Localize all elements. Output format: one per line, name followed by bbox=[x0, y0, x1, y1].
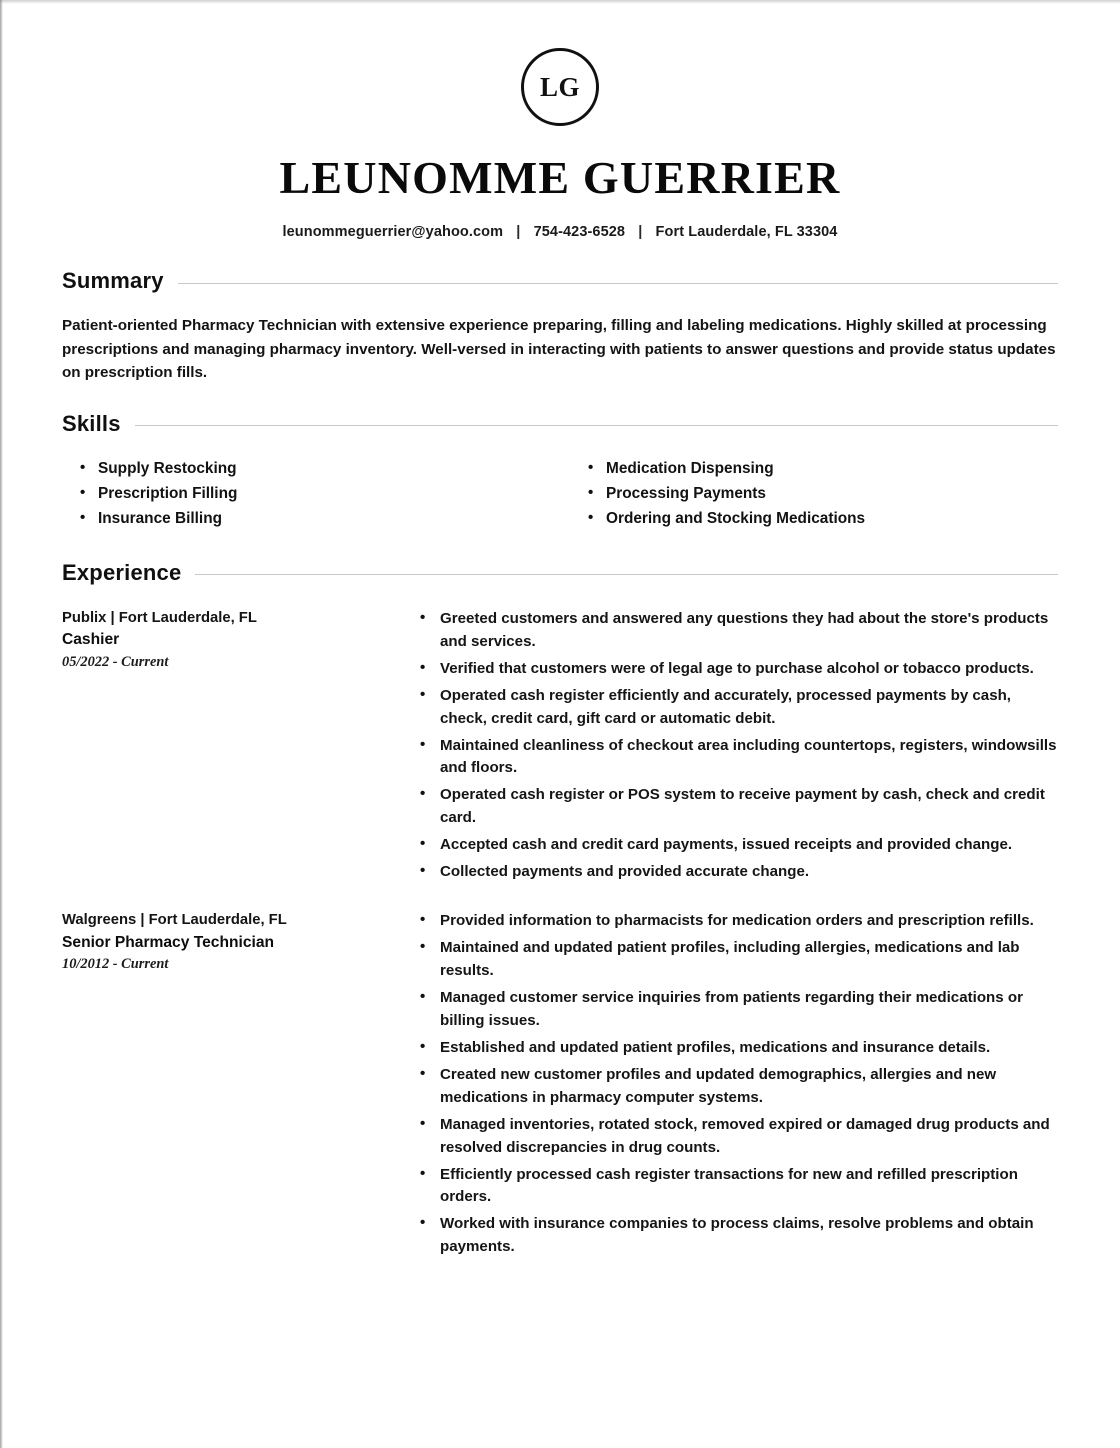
summary-paragraph: Patient-oriented Pharmacy Technician with extensive experience preparing, filling and labeling medications. Highly skilled at processing prescriptions and managing pharmacy inventory. Well-versed in interacting with patients to answer questions and provide status updates on prescription fills. bbox=[62, 317, 1056, 382]
list-item: • Established and updated patient profiles, medications and insurance details. bbox=[420, 1037, 1058, 1060]
summary-section-head bbox=[62, 268, 1058, 294]
skills-heading: Skills bbox=[62, 410, 121, 436]
summary-heading: Summary bbox=[62, 268, 164, 294]
page-title: LEUNOMME GUERRIER bbox=[279, 152, 841, 203]
list-item: • Greeted customers and answered any questions they had about the store's products and services. bbox=[420, 608, 1058, 654]
contact-email: leunommeguerrier@yahoo.com bbox=[282, 224, 504, 241]
list-item: • Insurance Billing bbox=[80, 507, 570, 532]
experience-entry bbox=[62, 608, 1058, 888]
list-item: • Prescription Filling bbox=[80, 482, 570, 507]
contact-location: Fort Lauderdale, FL 33304 bbox=[655, 224, 838, 241]
experience-section bbox=[62, 560, 1058, 1263]
job-position: Cashier bbox=[62, 631, 120, 649]
job-dates: 10/2012 - Current bbox=[62, 956, 169, 973]
skills-column-left bbox=[62, 457, 570, 532]
monogram-initials: LG bbox=[521, 48, 599, 126]
job-bullet-list bbox=[420, 910, 1058, 1263]
experience-section-head bbox=[62, 560, 1058, 586]
list-item: • Maintained cleanliness of checkout area including countertops, registers, windowsills and floors. bbox=[420, 735, 1058, 781]
experience-heading: Experience bbox=[62, 559, 182, 585]
job-position: Senior Pharmacy Technician bbox=[62, 933, 275, 951]
job-company: Walgreens | Fort Lauderdale, FL bbox=[62, 912, 287, 929]
job-company: Publix | Fort Lauderdale, FL bbox=[62, 609, 257, 626]
list-item: • Efficiently processed cash register transactions for new and refilled prescription orders. bbox=[420, 1164, 1058, 1210]
list-item: • Verified that customers were of legal age to purchase alcohol or tobacco products. bbox=[420, 658, 1058, 681]
skills-divider bbox=[135, 425, 1058, 426]
skills-section-head bbox=[62, 411, 1058, 437]
list-item: • Operated cash register or POS system to receive payment by cash, check and credit card. bbox=[420, 784, 1058, 830]
list-item: • Operated cash register efficiently and accurately, processed payments by cash, check, credit card, gift card or automatic debit. bbox=[420, 685, 1058, 731]
resume-header bbox=[0, 0, 1120, 240]
contact-separator-1: | bbox=[516, 224, 521, 241]
list-item: • Worked with insurance companies to process claims, resolve problems and obtain payments. bbox=[420, 1213, 1058, 1259]
skills-column-right bbox=[570, 457, 1058, 532]
contact-line bbox=[0, 224, 1120, 240]
experience-entry-meta bbox=[62, 608, 420, 888]
list-item: • Processing Payments bbox=[588, 482, 1058, 507]
list-item: • Maintained and updated patient profiles, including allergies, medications and lab results. bbox=[420, 937, 1058, 983]
job-bullet-list bbox=[420, 608, 1058, 888]
list-item: • Provided information to pharmacists for medication orders and prescription refills. bbox=[420, 910, 1058, 933]
skills-section bbox=[62, 411, 1058, 532]
experience-divider bbox=[195, 574, 1058, 575]
experience-entry bbox=[62, 910, 1058, 1263]
list-item: • Managed customer service inquiries from patients regarding their medications or billing issues. bbox=[420, 987, 1058, 1033]
contact-separator-2: | bbox=[638, 224, 643, 241]
experience-entry-meta bbox=[62, 910, 420, 1263]
list-item: • Collected payments and provided accurate change. bbox=[420, 861, 1058, 884]
summary-section bbox=[62, 268, 1058, 385]
list-item: • Supply Restocking bbox=[80, 457, 570, 482]
list-item: • Created new customer profiles and updated demographics, allergies and new medications in pharmacy computer systems. bbox=[420, 1064, 1058, 1110]
summary-divider bbox=[178, 283, 1058, 284]
list-item: • Medication Dispensing bbox=[588, 457, 1058, 482]
contact-phone: 754-423-6528 bbox=[533, 224, 626, 241]
skills-grid bbox=[62, 457, 1058, 532]
job-dates: 05/2022 - Current bbox=[62, 653, 169, 670]
list-item: • Managed inventories, rotated stock, removed expired or damaged drug products and resolved discrepancies in drug counts. bbox=[420, 1114, 1058, 1160]
list-item: • Ordering and Stocking Medications bbox=[588, 507, 1058, 532]
list-item: • Accepted cash and credit card payments, issued receipts and provided change. bbox=[420, 834, 1058, 857]
